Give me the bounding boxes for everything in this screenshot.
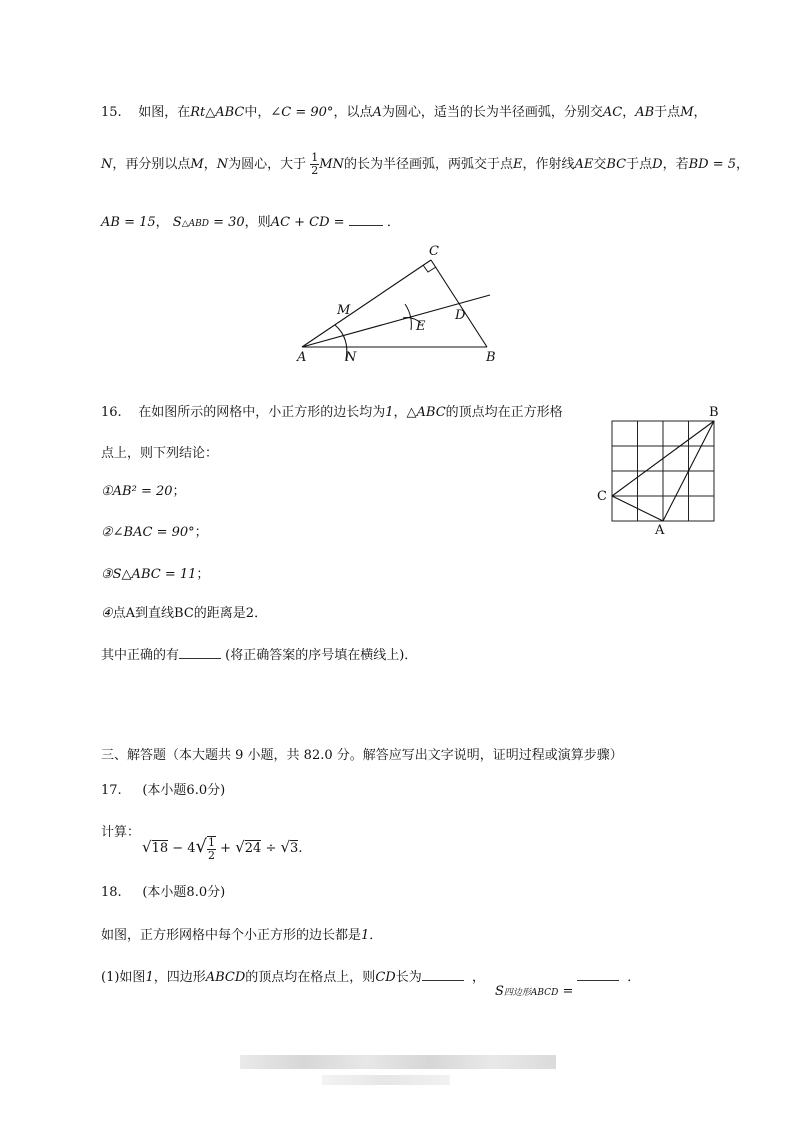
grid-label-B: B xyxy=(709,405,719,420)
fig-label-C: C xyxy=(429,244,439,259)
q16-number: 16. xyxy=(101,405,122,420)
q15-line-3: AB = 15， S△ABD = 30，则AC + CD = ． xyxy=(101,215,400,230)
q16-grid-figure xyxy=(592,403,732,538)
half-fraction: $\frac{1}{2}$ xyxy=(311,151,319,177)
q18-header: 18. (本小题8.0分) xyxy=(101,885,226,900)
q15-line-2: N，再分别以点M，N为圆心，大于 $\frac{1}{2}$ MN的长为半径画弧，两弧交于点E，作射线AE交BC于点D，若BD = 5， xyxy=(101,151,750,177)
q16-item-1: ①AB² = 20； xyxy=(101,484,186,499)
section-three-heading: 三、解答题（本大题共 9 小题，共 82.0 分。解答应写出文字说明，证明过程或演算步骤） xyxy=(101,748,623,763)
q16-item-4: ④点A到直线BC的距离是2． xyxy=(101,606,268,621)
area-answer-blank[interactable] xyxy=(577,968,619,981)
grid-label-C: C xyxy=(597,489,607,504)
q16-item-3: ③S△ABC = 11； xyxy=(101,567,210,582)
q16-line-2: 点上，则下列结论： xyxy=(101,446,219,461)
q18-intro: 如图，正方形网格中每个小正方形的边长都是1． xyxy=(101,928,383,943)
blurred-footer xyxy=(240,1055,556,1069)
blurred-footer-sub xyxy=(322,1075,450,1085)
fig-label-E: E xyxy=(416,319,426,334)
fig-label-A: A xyxy=(297,350,307,365)
q16-item-2: ②∠BAC = 90°； xyxy=(101,525,208,540)
q18-area-expression: S四边形ABCD = xyxy=(495,984,574,999)
q15-answer-blank[interactable] xyxy=(349,213,383,226)
fig-label-N: N xyxy=(345,350,357,365)
q18-part-1: (1)如图1，四边形ABCD的顶点均在格点上，则CD长为 ， xyxy=(101,970,485,985)
grid-label-A: A xyxy=(655,523,665,538)
q15-line-1: 15. 如图，在Rt△ABC中，∠C = 90°，以点A为圆心，适当的长为半径画弧，分别交AC，AB于点M， xyxy=(101,105,707,120)
q15-triangle-figure xyxy=(290,238,510,370)
q17-expression: √18 − 4√ $\frac{1}{2}$ + √24 ÷ √3. xyxy=(142,835,303,862)
fig-label-B: B xyxy=(486,350,496,365)
q17-header: 17. (本小题6.0分) xyxy=(101,783,226,798)
fig-label-D: D xyxy=(455,308,466,323)
cd-length-blank[interactable] xyxy=(422,968,464,981)
q15-number: 15. xyxy=(101,105,122,120)
q16-line-1: 16. 在如图所示的网格中，小正方形的边长均为1，△ABC的顶点均在正方形格 xyxy=(101,405,563,420)
q17-calc-label: 计算： xyxy=(101,825,141,840)
q18-area-blank-wrap: ． xyxy=(577,968,640,987)
q16-conclusion: 其中正确的有 (将正确答案的序号填在横线上)． xyxy=(101,648,418,663)
fig-label-M: M xyxy=(337,303,351,318)
q16-answer-blank[interactable] xyxy=(179,646,221,659)
